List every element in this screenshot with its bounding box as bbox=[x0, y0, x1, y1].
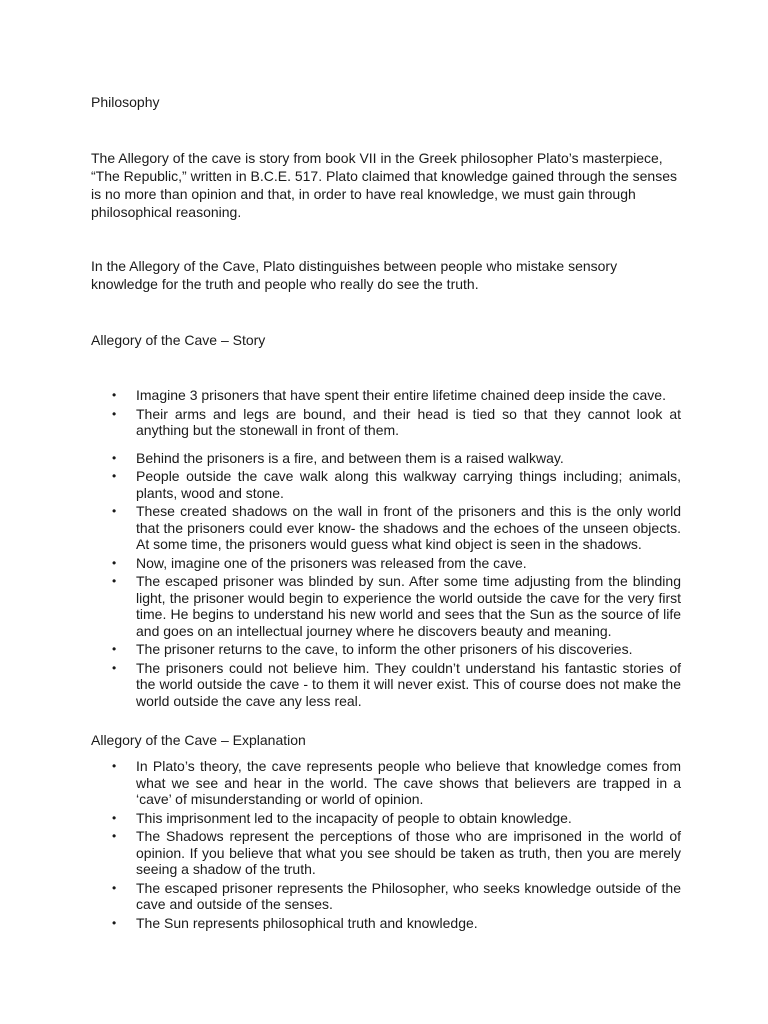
list-item-text: These created shadows on the wall in front of the prisoners and this is the only world that the prisoners could ever know- the shadows and the echoes of the unseen objects. At some time, the prisoners would guess what kind object is seen in the shadows. bbox=[136, 503, 681, 552]
list-item bbox=[91, 641, 681, 658]
list-item bbox=[91, 573, 681, 639]
bullet-icon: • bbox=[112, 450, 117, 465]
bullet-icon: • bbox=[112, 660, 117, 675]
list-item bbox=[91, 555, 681, 572]
bullet-icon: • bbox=[112, 388, 117, 402]
bullet-icon: • bbox=[112, 642, 117, 656]
list-item-text: People outside the cave walk along this walkway carrying things including; animals, plants, wood and stone. bbox=[136, 468, 681, 501]
bullet-icon: • bbox=[112, 880, 117, 895]
list-item bbox=[91, 450, 681, 467]
list-item bbox=[91, 468, 681, 501]
list-item bbox=[91, 810, 681, 827]
explanation-bullet-list bbox=[91, 758, 681, 933]
bullet-icon: • bbox=[112, 759, 117, 773]
list-item bbox=[91, 387, 681, 404]
explanation-heading: Allegory of the Cave – Explanation bbox=[91, 732, 306, 748]
list-item bbox=[91, 660, 681, 710]
list-item-text: The escaped prisoner represents the Philosopher, who seeks knowledge outside of the cave and outside of the senses. bbox=[136, 879, 681, 912]
bullet-icon: • bbox=[112, 574, 117, 588]
list-item bbox=[91, 915, 681, 932]
list-item bbox=[91, 758, 681, 808]
bullet-icon: • bbox=[112, 469, 117, 483]
bullet-icon: • bbox=[112, 504, 117, 518]
list-item-text: This imprisonment led to the incapacity of people to obtain knowledge. bbox=[136, 809, 572, 826]
list-item-text: Imagine 3 prisoners that have spent their entire lifetime chained deep inside the cave. bbox=[136, 387, 666, 403]
document-title: Philosophy bbox=[91, 94, 160, 110]
bullet-icon: • bbox=[112, 406, 117, 421]
list-item-text: The prisoner returns to the cave, to inform the other prisoners of his discoveries. bbox=[136, 641, 633, 657]
list-item bbox=[91, 406, 681, 439]
list-item-text: The Shadows represent the perceptions of those who are imprisoned in the world of opinion. If you believe that what you see should be taken as truth, then you are merely seeing a shadow of the truth. bbox=[136, 828, 681, 877]
list-item-text: The Sun represents philosophical truth and knowledge. bbox=[136, 914, 478, 931]
list-item-text: Their arms and legs are bound, and their head is tied so that they cannot look at anything but the stonewall in front of them. bbox=[136, 405, 681, 438]
bullet-icon: • bbox=[112, 555, 117, 570]
list-item-text: In Plato’s theory, the cave represents people who believe that knowledge comes from what we see and hear in the world. The cave shows that believers are trapped in a ‘cave’ of misunderstanding or world of opinion. bbox=[136, 758, 681, 807]
bullet-icon: • bbox=[112, 829, 117, 843]
bullet-icon: • bbox=[112, 915, 117, 930]
intro-paragraph: The Allegory of the cave is story from book VII in the Greek philosopher Plato’s masterpiece, “The Republic,” written in B.C.E. 517. Plato claimed that knowledge gained through the senses is no more than opinion and that, in order to have real knowledge, we must gain through philosophical reasoning. bbox=[91, 150, 677, 220]
list-item-text: Behind the prisoners is a fire, and between them is a raised walkway. bbox=[136, 449, 564, 466]
second-paragraph: In the Allegory of the Cave, Plato distinguishes between people who mistake sensory knowledge for the truth and people who really do see the truth. bbox=[91, 258, 618, 292]
list-item bbox=[91, 880, 681, 913]
story-bullet-list bbox=[91, 387, 681, 711]
list-item bbox=[91, 503, 681, 553]
story-heading: Allegory of the Cave – Story bbox=[91, 332, 266, 348]
list-item-text: The escaped prisoner was blinded by sun. After some time adjusting from the blinding light, the prisoner would begin to experience the world outside the cave for the very first time. He begins to understand his new world and sees that the Sun as the source of life and goes on an intellectual journey where he discovers beauty and meaning. bbox=[136, 573, 681, 639]
list-item-text: The prisoners could not believe him. They couldn’t understand his fantastic stories of the world outside the cave - to them it will never exist. This of course does not make the world outside the cave any less real. bbox=[136, 659, 681, 709]
list-item bbox=[91, 828, 681, 878]
list-item-text: Now, imagine one of the prisoners was released from the cave. bbox=[136, 554, 527, 571]
bullet-icon: • bbox=[112, 810, 117, 825]
